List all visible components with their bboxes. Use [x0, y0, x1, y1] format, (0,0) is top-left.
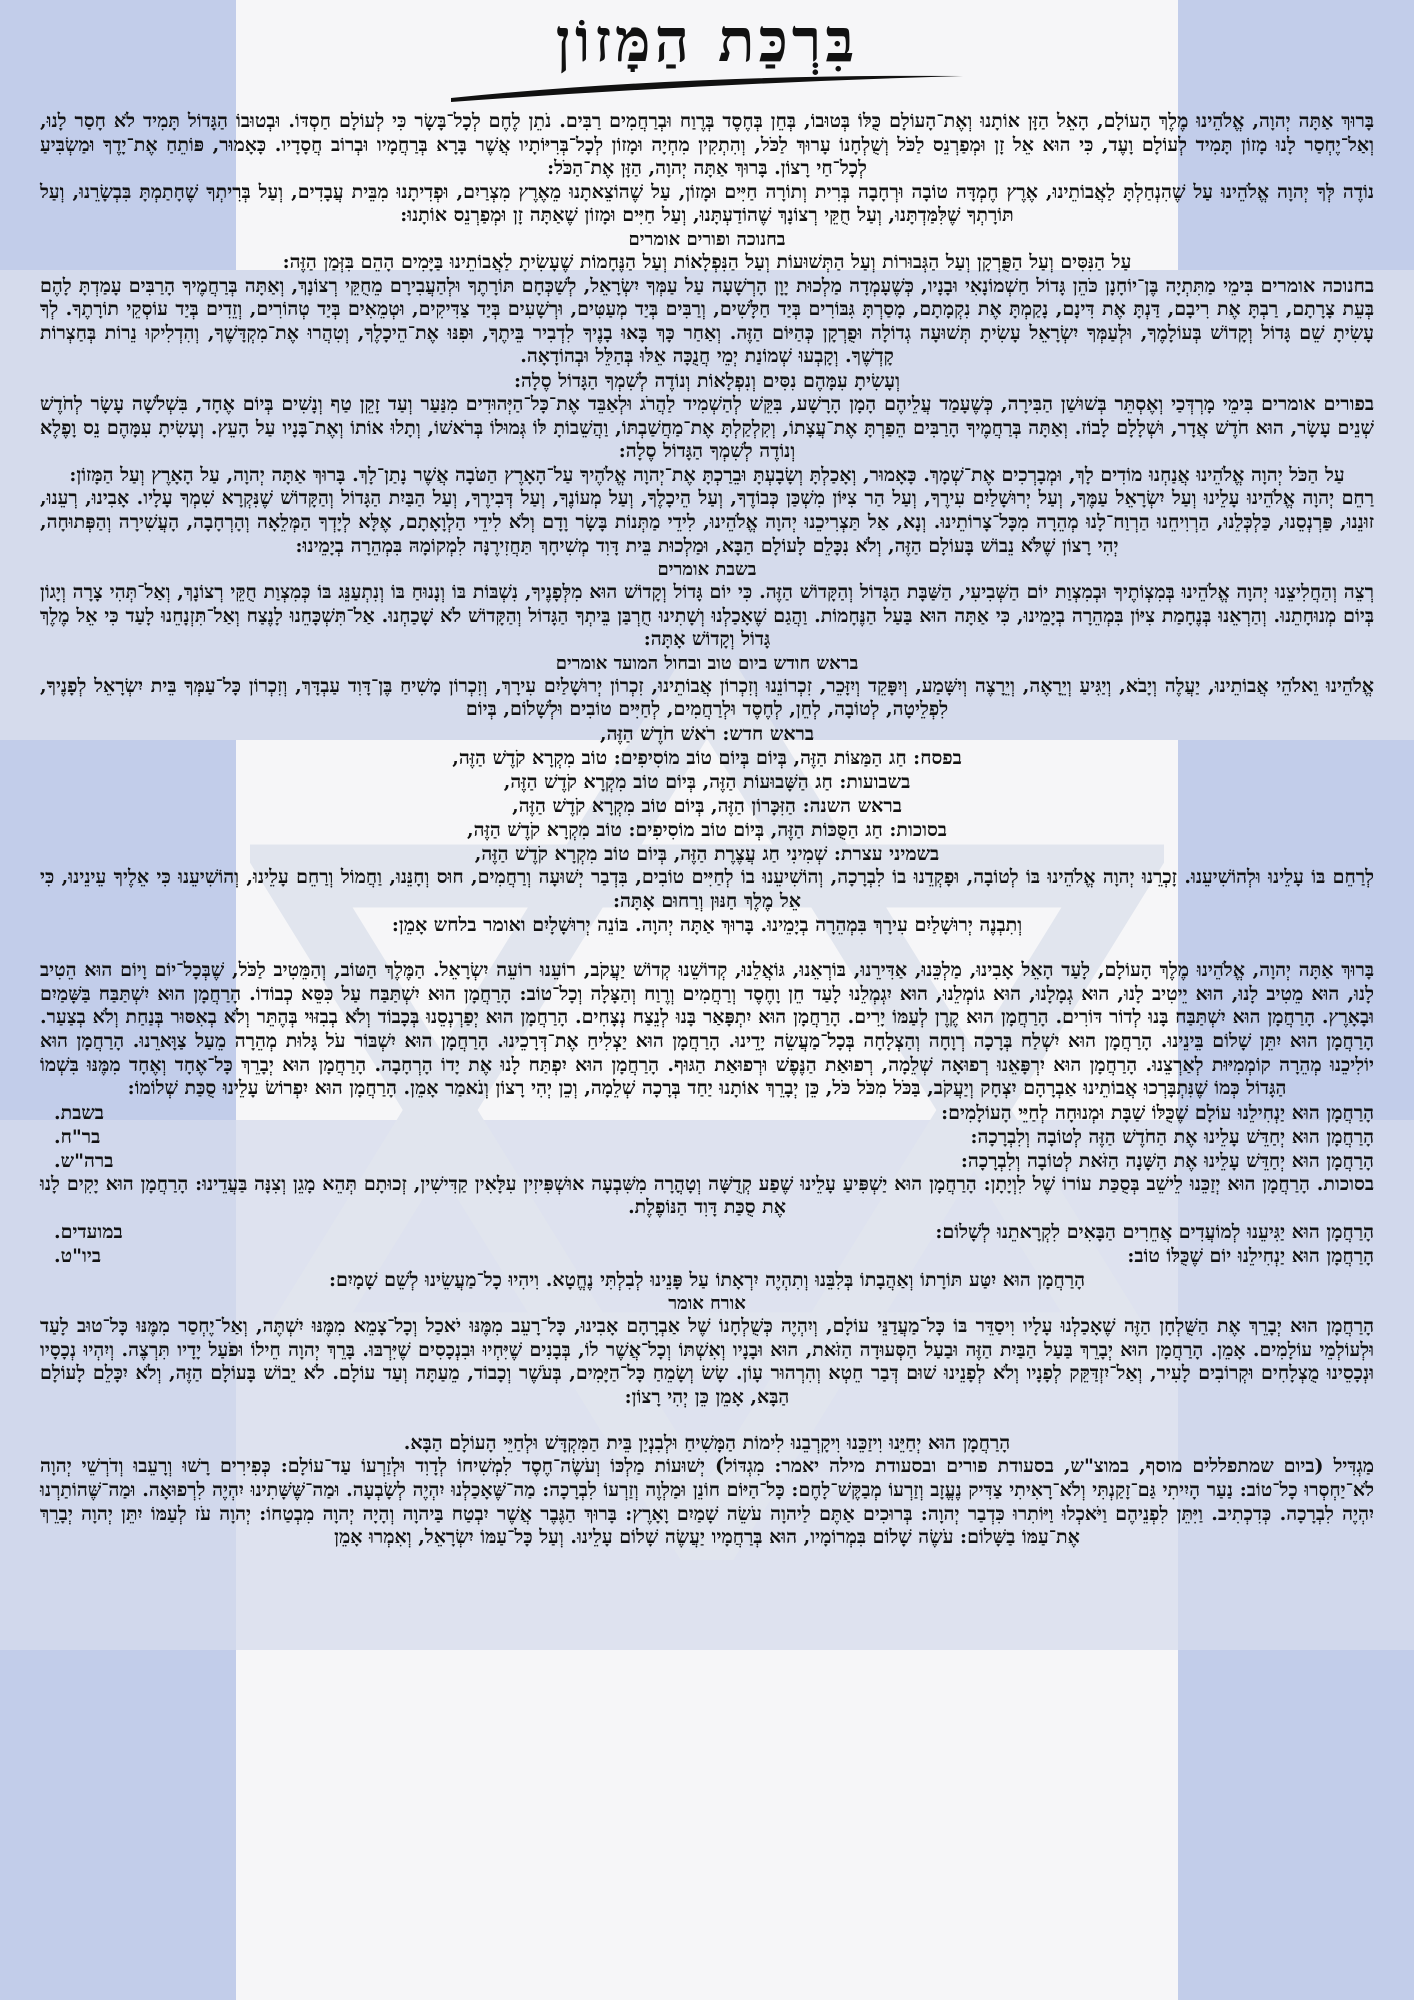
shabbat-heading: בשבת אומרים [657, 559, 757, 581]
al-hakol-paragraph: עַל הַכֹּל יְהוָה אֱלֹהֵינוּ אֲנַחְנוּ מוֹדִים לָךְ, וּמְבָרְכִים אֶת־שְׁמָךְ. כָּאָמוּר, וְאָכַלְתָּ וְשָׂבָעְתָּ וּבֵרַכְתָּ אֶת־יְהוָה אֱלֹהֶיךָ עַל־הָאָרֶץ הַטֹּבָה אֲשֶׁר נָתַן־לָךְ. בָּרוּךְ אַתָּה יְהוָה, עַל הָאָרֶץ וְעַל הַמָּזוֹן: [69, 463, 1345, 486]
chanukah-closing-line: וְעָשִׂיתָ עִמָּהֶם נִסִּים וְנִפְלָאוֹת וְנוֹדֶה לְשִׁמְךָ הַגָּדוֹל סֶלָה: [513, 369, 901, 392]
holiday-line-rosh-hashana: בראש השנה: הַזִּכָּרוֹן הַזֶּה, בְּיוֹם טוֹב מִקְרָא קֹדֶשׁ הַזֶּה, [512, 795, 902, 818]
harachaman-row [40, 1220, 1374, 1244]
guest-heading: אורח אומר [668, 1293, 746, 1314]
harachaman-row [40, 1244, 1374, 1268]
al-hanisim-paragraph: עַל הַנִּסִּים וְעַל הַפֻּרְקָן וְעַל הַגְּבוּרוֹת וְעַל הַתְּשׁוּעוֹת וְעַל הַנִּפְלָאוֹת וְעַל הַנֶּחָמוֹת שֶׁעָשִׂיתָ לַאֲבוֹתֵינוּ בַּיָּמִים הָהֵם בִּזְּמַן הַזֶּה: [282, 250, 1132, 273]
purim-paragraph: בפורים אומרים בִּימֵי מָרְדְּכַי וְאֶסְתֵּר בְּשׁוּשַׁן הַבִּירָה, כְּשֶׁעָמַד עֲלֵיהֶם הָמָן הָרָשָׁע, בִּקֵּשׁ לְהַשְׁמִיד לַהֲרֹג וּלְאַבֵּד אֶת־כָּל־הַיְּהוּדִים מִנַּעַר וְעַד זָקֵן טַף וְנָשִׁים בְּיוֹם אֶחָד, בִּשְׁלֹשָׁה עָשָׂר לְחֹדֶשׁ שְׁנֵים עָשָׂר, הוּא חֹדֶשׁ אֲדָר, וּשְׁלָלָם לָבוֹז. וְאַתָּה בְּרַחֲמֶיךָ הָרַבִּים הֵפַרְתָּ אֶת־עֲצָתוֹ, וְקִלְקַלְתָּ אֶת־מַחֲשַׁבְתּוֹ, וַהֲשֵׁבוֹתָ לּוֹ גְּמוּלוֹ בְּרֹאשׁוֹ, וְתָלוּ אוֹתוֹ וְאֶת־בָּנָיו עַל הָעֵץ. וְעָשִׂיתָ עִמָּהֶם נֵס וָפֶלֶא וְנוֹדֶה לְשִׁמְךָ הַגָּדוֹל סֶלָה: [40, 392, 1374, 463]
holiday-line-shemini-atzeret: בשמיני עצרת: שְׁמִינִי חַג עֲצֶרֶת הַזֶּה, בְּיוֹם טוֹב מִקְרָא קֹדֶשׁ הַזֶּה, [474, 843, 940, 866]
harachaman-text: הָרַחֲמָן הוּא יְחַדֵּשׁ עָלֵינוּ אֶת הַשָּׁנָה הַזֹּאת לְטוֹבָה וְלִבְרָכָה: [960, 1149, 1374, 1172]
mashiach-line: הָרַחֲמָן הוּא יְחַיֵּנוּ וִיזַכֵּנוּ וִיקָרְבֵנוּ לִימוֹת הַמָּשִׁיחַ וּלְבִנְיַן בֵּית הַמִּקְדָּשׁ וּלְחַיֵּי הָעוֹלָם הַבָּא. [403, 1432, 1011, 1455]
yaaleh-heading: בראש חודש ביום טוב ובחול המועד אומרים [555, 652, 859, 674]
occasion-label: בר"ח. [54, 1125, 101, 1148]
page-title: בִּרְכַּת הַמָּזוֹן [555, 6, 859, 76]
harachaman-row [40, 1125, 1374, 1149]
holiday-line-sukkot: בסוכות: חַג הַסֻּכּוֹת הַזֶּה, בְּיוֹם טוֹב מוֹסִיפִים: טוֹב מִקְרָא קֹדֶשׁ הַזֶּה, [467, 819, 947, 842]
occasion-label: בשבת. [54, 1101, 104, 1124]
lerachem-paragraph: לְרַחֵם בּוֹ עָלֵינוּ וּלְהוֹשִׁיעֵנוּ. זָכְרֵנוּ יְהוָה אֱלֹהֵינוּ בּוֹ לְטוֹבָה, וּפָקְדֵנוּ בוֹ לִבְרָכָה, וְהוֹשִׁיעֵנוּ בוֹ לְחַיִּים טוֹבִים, בִּדְבַר יְשׁוּעָה וְרַחֲמִים, חוּס וְחָנֵּנוּ, וַחֲמוֹל וְרַחֵם עָלֵינוּ, וְהוֹשִׁיעֵנוּ כִּי אֵלֶיךָ עֵינֵינוּ, כִּי אֵל מֶלֶךְ חַנּוּן וְרַחוּם אָתָּה: [40, 866, 1374, 912]
rachem-paragraph: רַחֵם יְהוָה אֱלֹהֵינוּ עָלֵינוּ וְעַל יִשְׂרָאֵל עַמֶּךָ, וְעַל יְרוּשָׁלַיִם עִירֶךָ, וְעַל הַר צִיּוֹן מִשְׁכַּן כְּבוֹדֶךָ, וְעַל הֵיכָלֶךָ, וְעַל מְעוֹנֶךָ, וְעַל דְּבִירֶךָ, וְעַל הַבַּיִת הַגָּדוֹל וְהַקָּדוֹשׁ שֶׁנִּקְרָא שִׁמְךָ עָלָיו. אָבִינוּ, רְעֵנוּ, זוּנֵנוּ, פַּרְנְסֵנוּ, כַּלְכְּלֵנוּ, הַרְוִיחֵנוּ הַרְוַח־לָנוּ מְהֵרָה מִכָּל־צָרוֹתֵינוּ. וְנָא, אַל תַּצְרִיכֵנוּ יְהוָה אֱלֹהֵינוּ, לִידֵי מַתְּנוֹת בָּשָׂר וָדָם וְלֹא לִידֵי הַלְוָאָתָם, אֶלָּא לְיָדְךָ הַמְּלֵאָה וְהָרְחָבָה, הָעֲשִׁירָה וְהַפְּתוּחָה, יְהִי רָצוֹן שֶׁלֹּא נֵבוֹשׁ בָּעוֹלָם הַזֶּה, וְלֹא נִכָּלֵם לָעוֹלָם הַבָּא, וּמַלְכוּת בֵּית דָּוִד מְשִׁיחָךְ תַּחֲזִירֶנָּה לִמְקוֹמָהּ בִּמְהֵרָה בְיָמֵינוּ: [40, 487, 1374, 557]
sukkot-harachaman-paragraph: בסוכות. הָרַחֲמָן הוּא יְזַכֵּנוּ לֵישֵׁב בְּסֻכַּת עוֹרוֹ שֶׁל לִוְיָתָן: הָרַחֲמָן הוּא יַשְׁפִּיעַ עָלֵינוּ שֶׁפַע קְדֻשָּׁה וְטָהֳרָה מִשִּׁבְעָה אוּשְׁפִּיזִין עִלָּאִין קַדִּישִׁין, זְכוּתָם תְּהֵא מָגֵן וְצִנָּה בַּעֲדֵינוּ: הָרַחֲמָן הוּא יָקִים לָנוּ אֶת סֻכַּת דָּוִד הַנּוֹפֶלֶת. [40, 1172, 1374, 1219]
uvneh-line: וְתִבְנֶה יְרוּשָׁלַיִם עִירָךְ בִּמְהֵרָה בְיָמֵינוּ. בָּרוּךְ אַתָּה יְהוָה. בּוֹנֵה יְרוּשָׁלָיִם ואומר בלחש אָמֵן: [391, 914, 1023, 937]
section-spacer [40, 937, 1374, 959]
occasion-label: ברה"ש. [54, 1149, 114, 1172]
retzeh-paragraph: רְצֵה וְהַחֲלִיצֵנוּ יְהוָה אֱלֹהֵינוּ בְּמִצְוֹתֶיךָ וּבְמִצְוַת יוֹם הַשְּׁבִיעִי, הַשַּׁבָּת הַגָּדוֹל וְהַקָּדוֹשׁ הַזֶּה. כִּי יוֹם גָּדוֹל וְקָדוֹשׁ הוּא מִלְּפָנֶיךָ, נִשְׁבּוֹת בּוֹ וְנָנוּחַ בּוֹ וְנִתְעַנֵּג בּוֹ כְּמִצְוַת חֻקֵּי רְצוֹנָךְ, וְאַל־תְּהִי צָרָה וְיָגוֹן בְּיוֹם מְנוּחָתֵנוּ. וְהַרְאֵנוּ בְּנֶחָמַת צִיּוֹן בִּמְהֵרָה בְיָמֵינוּ, כִּי אַתָּה הוּא בַּעַל הַנֶּחָמוֹת. וַהֲגַם שֶׁאָכַלְנוּ וְשָׁתִינוּ חֻרְבַּן בֵּיתְךָ הַגָּדוֹל וְהַקָּדוֹשׁ לֹא שָׁכַחְנוּ. אַל־תִּשְׁכָּחֵנוּ לָנֶצַח וְאַל־תִּזְנָחֵנוּ לָעַד כִּי אֵל מֶלֶךְ גָּדוֹל וְקָדוֹשׁ אָתָּה: [40, 581, 1374, 651]
section-spacer [40, 1409, 1374, 1431]
harachaman-row [40, 1149, 1374, 1173]
nodeh-paragraph: נוֹדֶה לְּךָ יְהוָה אֱלֹהֵינוּ עַל שֶׁהִנְחַלְתָּ לַאֲבוֹתֵינוּ, אֶרֶץ חֶמְדָּה טוֹבָה וּרְחָבָה בְּרִית וְתוֹרָה חַיִּים וּמָזוֹן, עַל שֶׁהוֹצֵאתָנוּ מֵאֶרֶץ מִצְרַיִם, וּפְדִיתָנוּ מִבֵּית עֲבָדִים, וְעַל בְּרִיתְךָ שֶׁחָתַמְתָּ בִּבְשָׂרֵנוּ, וְעַל תּוֹרָתְךָ שֶׁלִּמַּדְתָּנוּ, וְעַל חֻקֵּי רְצוֹנָךְ שֶׁהוֹדַעְתָּנוּ, וְעַל חַיִּים וּמָזוֹן שֶׁאַתָּה זָן וּמְפַרְנֵס אוֹתָנוּ: [40, 180, 1374, 227]
yita-torato-line: הָרַחֲמָן הוּא יִטַּע תּוֹרָתוֹ וְאַהֲבָתוֹ בְּלִבֵּנוּ וְתִהְיֶה יִרְאָתוֹ עַל פָּנֵינוּ לְבִלְתִּי נֶחֱטָא. וִיהִיוּ כָל־מַעֲשֵׂינוּ לְשֵׁם שָׁמָיִם: [328, 1269, 1086, 1291]
harachaman-text: הָרַחֲמָן הוּא יְחַדֵּשׁ עָלֵינוּ אֶת הַחֹדֶשׁ הַזֶּה לְטוֹבָה וְלִבְרָכָה: [970, 1125, 1374, 1148]
holiday-line-rosh-chodesh: בראש חדש: רֹאשׁ חֹדֶשׁ הַזֶּה, [599, 723, 815, 746]
migdol-closing-paragraph: מַגְדִּיל (ביום שמתפללים מוסף, במוצ"ש, בסעודת פורים ובסעודת מילה יאמר: מִגְדּוֹל) יְשׁוּעוֹת מַלְכּוֹ וְעֹשֶׂה־חֶסֶד לִמְשִׁיחוֹ לְדָוִד וּלְזַרְעוֹ עַד־עוֹלָם: כְּפִירִים רָשׁוּ וְרָעֵבוּ וְדֹרְשֵׁי יְהוָה לֹא־יַחְסְרוּ כָל־טוֹב: נַעַר הָיִיתִי גַּם־זָקַנְתִּי וְלֹא־רָאִיתִי צַדִּיק נֶעֱזָב וְזַרְעוֹ מְבַקֶּשׁ־לָחֶם: כָּל־הַיּוֹם חוֹנֵן וּמַלְוֶה וְזַרְעוֹ לִבְרָכָה: מַה־שֶּׁאָכַלְנוּ יִהְיֶה לְשָׂבְעָה. וּמַה־שֶּׁשָּׁתִינוּ יִהְיֶה לִרְפוּאָה. וּמַה־שֶּׁהוֹתַרְנוּ יִהְיֶה לִבְרָכָה. כְּדִכְתִיב. וַיִּתֵּן לִפְנֵיהֶם וַיֹּאכְלוּ וַיּוֹתִרוּ כִּדְבַר יְהוָה: בְּרוּכִים אַתֶּם לַיהוָה עֹשֵׂה שָׁמַיִם וָאָרֶץ: בָּרוּךְ הַגֶּבֶר אֲשֶׁר יִבְטַח בַּיהוָה וְהָיָה יְהוָה מִבְטַחוֹ: יְהוָה עֹז לְעַמּוֹ יִתֵּן יְהוָה יְבָרֵךְ אֶת־עַמּוֹ בַשָּׁלוֹם: עֹשֶׂה שָׁלוֹם בִּמְרוֹמָיו, הוּא בְּרַחֲמָיו יַעֲשֶׂה שָׁלוֹם עָלֵינוּ. וְעַל כָּל־עַמּוֹ יִשְׂרָאֵל, וְאִמְרוּ אָמֵן [40, 1455, 1374, 1549]
chanukah-purim-heading: בחנוכה ופורים אומרים [628, 228, 786, 250]
hazan-paragraph: בָּרוּךְ אַתָּה יְהוָה, אֱלֹהֵינוּ מֶלֶךְ הָעוֹלָם, הָאֵל הַזָּן אוֹתָנוּ וְאֶת־הָעוֹלָם כֻּלּוֹ בְּטוּבוֹ, בְּחֵן בְּחֶסֶד בְּרֶוַח וּבְרַחֲמִים רַבִּים. נֹתֵן לֶחֶם לְכָל־בָּשָׂר כִּי לְעוֹלָם חַסְדּוֹ. וּבְטוּבוֹ הַגָּדוֹל תָּמִיד לֹא חָסַר לָנוּ, וְאַל־יֶחְסַר לָנוּ מָזוֹן תָּמִיד לְעוֹלָם וָעֶד, כִּי הוּא אֵל זָן וּמְפַרְנֵס לַכֹּל וְשֻׁלְחָנוֹ עָרוּךְ לַכֹּל, וְהִתְקִין מִחְיָה וּמָזוֹן לְכָל־בְּרִיּוֹתָיו אֲשֶׁר בָּרָא בְּרַחֲמָיו וּבְרוֹב חֲסָדָיו. כָּאָמוּר, פּוֹתֵחַ אֶת־יָדֶךָ וּמַשְׂבִּיעַ לְכָל־חַי רָצוֹן. בָּרוּךְ אַתָּה יְהוָה, הַזָּן אֶת־הַכֹּל: [40, 110, 1374, 180]
chanukah-paragraph: בחנוכה אומרים בִּימֵי מַתִּתְיָה בֶּן־יוֹחָנָן כֹּהֵן גָּדוֹל חַשְׁמוֹנָאִי וּבָנָיו, כְּשֶׁעָמְדָה מַלְכוּת יָוָן הָרְשָׁעָה עַל עַמְּךָ יִשְׂרָאֵל, לְשַׁכְּחָם תּוֹרָתֶךָ וּלְהַעֲבִירָם מֵחֻקֵּי רְצוֹנָךְ, וְאַתָּה בְּרַחֲמֶיךָ הָרַבִּים עָמַדְתָּ לָהֶם בְּעֵת צָרָתָם, רַבְתָּ אֶת רִיבָם, דַּנְתָּ אֶת דִּינָם, נָקַמְתָּ אֶת נִקְמָתָם, מָסַרְתָּ גִּבּוֹרִים בְּיַד חַלָּשִׁים, וְרַבִּים בְּיַד מְעַטִּים, וּרְשָׁעִים בְּיַד צַדִּיקִים, וּטְמֵאִים בְּיַד טְהוֹרִים, וְזֵדִים בְּיַד עוֹסְקֵי תוֹרָתֶךָ. לְךָ עָשִׂיתָ שֵׁם גָּדוֹל וְקָדוֹשׁ בְּעוֹלָמֶךָ, וּלְעַמְּךָ יִשְׂרָאֵל עָשִׂיתָ תְּשׁוּעָה גְדוֹלָה וּפֻרְקָן כְּהַיּוֹם הַזֶּה. וְאַחַר כָּךְ בָּאוּ בָנֶיךָ לִדְבִיר בֵּיתֶךָ, וּפִנּוּ אֶת־הֵיכָלֶךָ, וְטִהֲרוּ אֶת־מִקְדָּשֶׁךָ, וְהִדְלִיקוּ נֵרוֹת בְּחַצְרוֹת קָדְשֶׁךָ. וְקָבְעוּ שְׁמוֹנַת יְמֵי חֲנֻכָּה אֵלּוּ בְּהַלֵּל וּבְהוֹדָאָה. [40, 274, 1375, 368]
holiday-line-pesach: בפסח: חַג הַמַּצּוֹת הַזֶּה, בְּיוֹם בְּיוֹם טוֹב מוֹסִיפִים: טוֹב מִקְרָא קֹדֶשׁ הַזֶּה, [452, 747, 962, 770]
yaaleh-paragraph: אֱלֹהֵינוּ וֵאלֹהֵי אֲבוֹתֵינוּ, יַעֲלֶה וְיָבֹא, וְיַגִּיעַ וְיֵרָאֶה, וְיֵרָצֶה וְיִשָּׁמַע, וְיִפָּקֵד וְיִזָּכֵר, זִכְרוֹנֵנוּ וְזִכְרוֹן אֲבוֹתֵינוּ, זִכְרוֹן יְרוּשָׁלַיִם עִירָךְ, וְזִכְרוֹן מָשִׁיחַ בֶּן־דָּוִד עַבְדָּךְ, וְזִכְרוֹן כָּל־עַמְּךָ בֵּית יִשְׂרָאֵל לְפָנֶיךָ, לִפְלֵיטָה, לְטוֹבָה, לְחֵן, לְחֶסֶד וּלְרַחֲמִים, לְחַיִּים טוֹבִים וּלְשָׁלוֹם, בְּיוֹם [40, 674, 1374, 721]
holiday-line-shavuot: בשבועות: חַג הַשָּׁבוּעוֹת הַזֶּה, בְּיוֹם טוֹב מִקְרָא קֹדֶשׁ הַזֶּה, [503, 771, 911, 794]
harachaman-row [40, 1101, 1374, 1125]
harachaman-text: הָרַחֲמָן הוּא יַגִּיעֵנוּ לְמוֹעֲדִים אֲחֵרִים הַבָּאִים לִקְרָאתֵנוּ לְשָׁלוֹם: [935, 1221, 1374, 1243]
blessing-document [40, 0, 1374, 2000]
harachaman-text: הָרַחֲמָן הוּא יַנְחִילֵנוּ יוֹם שֶׁכֻּלּוֹ טוֹב: [1127, 1245, 1374, 1267]
occasion-label: ביו"ט. [54, 1245, 101, 1267]
occasion-label: במועדים. [54, 1221, 123, 1243]
hatov-vehametiv-paragraph: בָּרוּךְ אַתָּה יְהוָה, אֱלֹהֵינוּ מֶלֶךְ הָעוֹלָם, לָעַד הָאֵל אָבִינוּ, מַלְכֵּנוּ, אַדִּירֵנוּ, בּוֹרְאֵנוּ, גּוֹאֲלֵנוּ, קְדוֹשֵׁנוּ קְדוֹשׁ יַעֲקֹב, רוֹעֵנוּ רוֹעֵה יִשְׂרָאֵל. הַמֶּלֶךְ הַטּוֹב, וְהַמֵּטִיב לַכֹּל, שֶׁבְּכָל־יוֹם וָיוֹם הוּא הֵטִיב לָנוּ, הוּא מֵטִיב לָנוּ, הוּא יֵיטִיב לָנוּ, הוּא גְמָלָנוּ, הוּא גוֹמְלֵנוּ, הוּא יִגְמְלֵנוּ לָעַד חֵן וָחֶסֶד וְרַחֲמִים וְרֶוַח וְהַצָּלָה וְכָל־טוֹב: הָרַחֲמָן הוּא יִשְׁתַּבַּח עַל כִּסֵּא כְבוֹדוֹ. הָרַחֲמָן הוּא יִשְׁתַּבַּח בַּשָּׁמַיִם וּבָאָרֶץ. הָרַחֲמָן הוּא יִשְׁתַּבַּח בָּנוּ לְדוֹר דּוֹרִים. הָרַחֲמָן הוּא קֶרֶן לְעַמּוֹ יָרִים. הָרַחֲמָן הוּא יִתְפָּאַר בָּנוּ לְנֵצַח נְצָחִים. הָרַחֲמָן הוּא יְפַרְנְסֵנוּ בְּכָבוֹד וְלֹא בְבִזּוּי בְּהֶתֵּר וְלֹא בְאִסּוּר בְּנַחַת וְלֹא בְצַעַר. הָרַחֲמָן הוּא יִתֵּן שָׁלוֹם בֵּינֵינוּ. הָרַחֲמָן הוּא יִשְׁלַח בְּרָכָה רְוָחָה וְהַצְלָחָה בְּכָל־מַעֲשֵׂה יָדֵינוּ. הָרַחֲמָן הוּא יַצְלִיחַ אֶת־דְּרָכֵינוּ. הָרַחֲמָן הוּא יִשְׁבּוֹר עֹל גָּלוּת מְהֵרָה מֵעַל צַוָּארֵנוּ. הָרַחֲמָן הוּא יוֹלִיכֵנוּ מְהֵרָה קוֹמְמִיּוּת לְאַרְצֵנוּ. הָרַחֲמָן הוּא יִרְפָּאֵנוּ רְפוּאָה שְׁלֵמָה, רְפוּאַת הַנֶּפֶשׁ וּרְפוּאַת הַגּוּף. הָרַחֲמָן הוּא יִפְתַּח לָנוּ אֶת יָדוֹ הָרְחָבָה. הָרַחֲמָן הוּא יְבָרֵךְ כָּל־אֶחָד וְאֶחָד מִמֶּנּוּ בִּשְׁמוֹ הַגָּדוֹל כְּמוֹ שֶׁנִּתְבָּרְכוּ אֲבוֹתֵינוּ אַבְרָהָם יִצְחָק וְיַעֲקֹב, בַּכֹּל מִכֹּל כֹּל, כֵּן יְבָרֵךְ אוֹתָנוּ יַחַד בְּרָכָה שְׁלֵמָה, וְכֵן יְהִי רָצוֹן וְנֹאמַר אָמֵן. הָרַחֲמָן הוּא יִפְרוֹשׂ עָלֵינוּ סֻכַּת שְׁלוֹמוֹ: [40, 959, 1374, 1100]
harachaman-text: הָרַחֲמָן הוּא יַנְחִילֵנוּ עוֹלָם שֶׁכֻּלּוֹ שַׁבָּת וּמְנוּחָה לְחַיֵּי הָעוֹלָמִים: [941, 1101, 1374, 1124]
guest-blessing-paragraph: הָרַחֲמָן הוּא יְבָרֵךְ אֶת הַשֻּׁלְחָן הַזֶּה שֶׁאָכַלְנוּ עָלָיו וִיסַדֵּר בּוֹ כָּל־מַעֲדַנֵּי עוֹלָם, וְיִהְיֶה כְּשֻׁלְחָנוֹ שֶׁל אַבְרָהָם אָבִינוּ, כָּל־רָעֵב מִמֶּנּוּ יֹאכַל וְכָל־צָמֵא מִמֶּנּוּ יִשְׁתֶּה, וְאַל־יֶחְסַר מִמֶּנּוּ כָּל־טוּב לָעַד וּלְעוֹלְמֵי עוֹלָמִים. אָמֵן. הָרַחֲמָן הוּא יְבָרֵךְ בַּעַל הַבַּיִת הַזֶּה וּבַעַל הַסְּעוּדָה הַזֹּאת, הוּא וּבָנָיו וְאִשְׁתּוֹ וְכָל־אֲשֶׁר לוֹ, בְּבָנִים שֶׁיִּחְיוּ וּבִנְכָסִים שֶׁיִּרְבּוּ. בָּרֵךְ יְהוָה חֵילוֹ וּפֹעַל יָדָיו תִּרְצֶה. וְיִהְיוּ נְכָסָיו וּנְכָסֵינוּ מֻצְלָחִים וּקְרוֹבִים לָעִיר, וְאַל־יִזְדַּקֵּק לְפָנָיו וְלֹא לְפָנֵינוּ שׁוּם דְּבַר חֵטְא וְהִרְהוּר עָוֹן. שָׂשׂ וְשָׂמֵחַ כָּל־הַיָּמִים, בְּעֹשֶׁר וְכָבוֹד, מֵעַתָּה וְעַד עוֹלָם. לֹא יֵבוֹשׁ בָּעוֹלָם הַזֶּה, וְלֹא יִכָּלֵם לָעוֹלָם הַבָּא, אָמֵן כֵּן יְהִי רָצוֹן: [40, 1315, 1374, 1408]
